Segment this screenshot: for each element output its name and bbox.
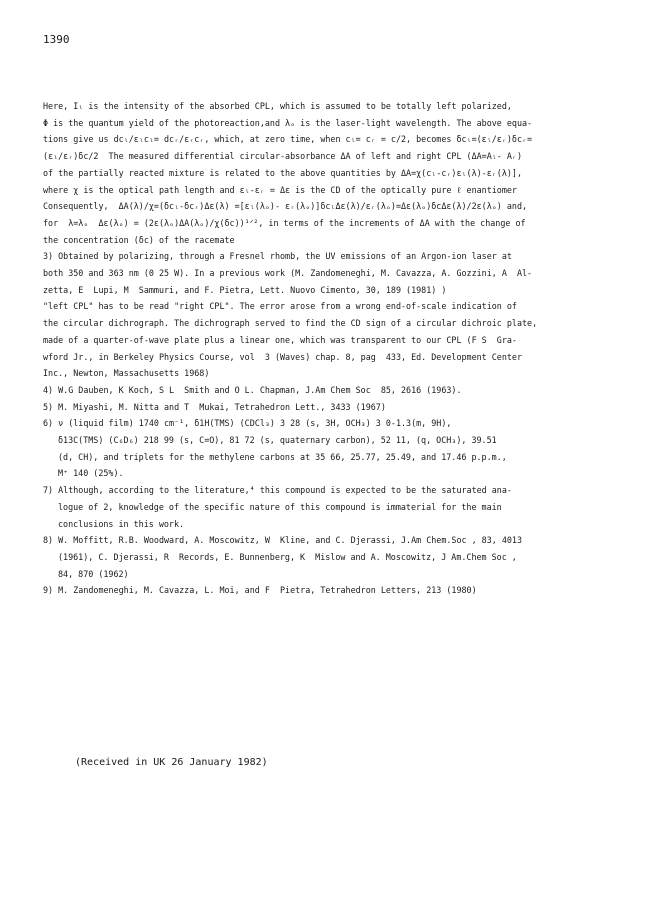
footnote-7 bbox=[43, 482, 643, 532]
paragraph-line: the concentration (δc) of the racemate bbox=[43, 234, 235, 245]
paragraph-line: where χ is the optical path length and εₗ-εᵣ = Δε is the CD of the optically pure ℓ enantiomer bbox=[43, 184, 517, 195]
footnote-line: made of a quarter-of-wave plate plus a linear one, which was transparent to our CPL (F S Gra- bbox=[43, 334, 517, 345]
footnote-8 bbox=[43, 532, 643, 582]
footnote-line: conclusions in this work. bbox=[58, 518, 185, 529]
footnote-line: 8) W. Moffitt, R.B. Woodward, A. Moscowitz, W Kline, and C. Djerassi, J.Am Chem.Soc , 83, 4013 bbox=[43, 535, 523, 546]
footnote-line: 4) W.G Dauben, K Koch, S L Smith and O L. Chapman, J.Am Chem Soc 85, 2616 (1963). bbox=[43, 384, 462, 395]
footnote-line: zetta, E Lupi, M Sammuri, and F. Pietra, Lett. Nuovo Cimento, 30, 189 (1981) ) bbox=[43, 284, 447, 295]
footnote-9 bbox=[43, 582, 643, 599]
paragraph-line: for λ=λₒ Δε(λₒ) = (2ε(λₒ)ΔA(λₒ)/χ(δc))¹ᐟ², in terms of the increments of ΔA with the change of bbox=[43, 217, 526, 228]
footnote-line: 3) Obtained by polarizing, through a Fresnel rhomb, the UV emissions of an Argon-ion laser at bbox=[43, 251, 512, 262]
footnote-5 bbox=[43, 399, 643, 416]
paragraph-line: of the partially reacted mixture is related to the above quantities by ΔA=χ(cₗ-cᵣ)εₗ(λ)-εᵣ(λ)], bbox=[43, 167, 523, 178]
footnote-line: logue of 2, knowledge of the specific nature of this compound is immaterial for the main bbox=[58, 501, 502, 512]
footnote-line: (1961), C. Djerassi, R Records, E. Bunnenberg, K Mislow and A. Moscowitz, J Am.Chem Soc , bbox=[58, 551, 517, 562]
paragraph-line: Consequently, ΔA(λ)/χ=(δcₗ-δcᵣ)Δε(λ) =[εₗ(λₒ)- εᵣ(λₒ)]δcₗΔε(λ)/εᵣ(λₒ)=Δε(λₒ)δcΔε(λ)/2ε(λₒ) and, bbox=[43, 201, 528, 212]
footnote-line: "left CPL" has to be read "right CPL". The error arose from a wrong end-of-scale indication of bbox=[43, 301, 517, 312]
paragraph-line: Φ is the quantum yield of the photoreaction,and λₒ is the laser-light wavelength. The above equa- bbox=[43, 117, 533, 128]
received-date: (Received in UK 26 January 1982) bbox=[75, 757, 268, 768]
footnote-line: 84, 870 (1962) bbox=[58, 568, 129, 579]
page-number: 1390 bbox=[43, 33, 70, 46]
main-text bbox=[43, 98, 643, 599]
footnote-line: 9) M. Zandomeneghi, M. Cavazza, L. Moi, and F Pietra, Tetrahedron Letters, 213 (1980) bbox=[43, 585, 477, 596]
footnote-line: the circular dichrograph. The dichrograph served to find the CD sign of a circular dichroic plate, bbox=[43, 318, 538, 329]
footnote-6 bbox=[43, 415, 643, 482]
footnote-line: 5) M. Miyashi, M. Nitta and T Mukai, Tetrahedron Lett., 3433 (1967) bbox=[43, 401, 386, 412]
footnote-line: 6) ν (liquid film) 1740 cm⁻¹, δ1H(TMS) (CDCl₃) 3 28 (s, 3H, OCH₃) 3 0-1.3(m, 9H), bbox=[43, 418, 452, 429]
footnote-3 bbox=[43, 248, 643, 382]
footnote-line: δ13C(TMS) (C₆D₆) 218 99 (s, C=O), 81 72 (s, quaternary carbon), 52 11, (q, OCH₃), 39.51 bbox=[58, 435, 497, 446]
footnote-4 bbox=[43, 382, 643, 399]
footnote-line: 7) Although, according to the literature,⁴ this compound is expected to be the saturated ana- bbox=[43, 485, 512, 496]
paragraph-line: Here, Iₗ is the intensity of the absorbed CPL, which is assumed to be totally left polarized, bbox=[43, 101, 512, 111]
footnote-line: wford Jr., in Berkeley Physics Course, vol 3 (Waves) chap. 8, pag 433, Ed. Development Center bbox=[43, 351, 523, 362]
paragraph-line: (εₗ/εᵣ)δc/2 The measured differential circular-absorbance ΔA of left and right CPL (ΔA=Aₗ- Aᵣ) bbox=[43, 151, 523, 162]
paragraph-line: tions give us dcₗ/εₗcₗ= dcᵣ/εᵣcᵣ, which, at zero time, when cₗ= cᵣ = c/2, becomes δcₗ=(εₗ/εᵣ)δcᵣ= bbox=[43, 134, 533, 145]
footnote-line: both 350 and 363 nm (0 25 W). In a previous work (M. Zandomeneghi, M. Cavazza, A. Gozzini, A Al- bbox=[43, 268, 533, 279]
footnote-line: (d, CH), and triplets for the methylene carbons at 35 66, 25.77, 25.49, and 17.46 p.p.m., bbox=[58, 451, 507, 462]
footnote-line: Inc., Newton, Massachusetts 1968) bbox=[43, 368, 210, 379]
footnote-line: M⁺ 140 (25%). bbox=[58, 468, 124, 479]
